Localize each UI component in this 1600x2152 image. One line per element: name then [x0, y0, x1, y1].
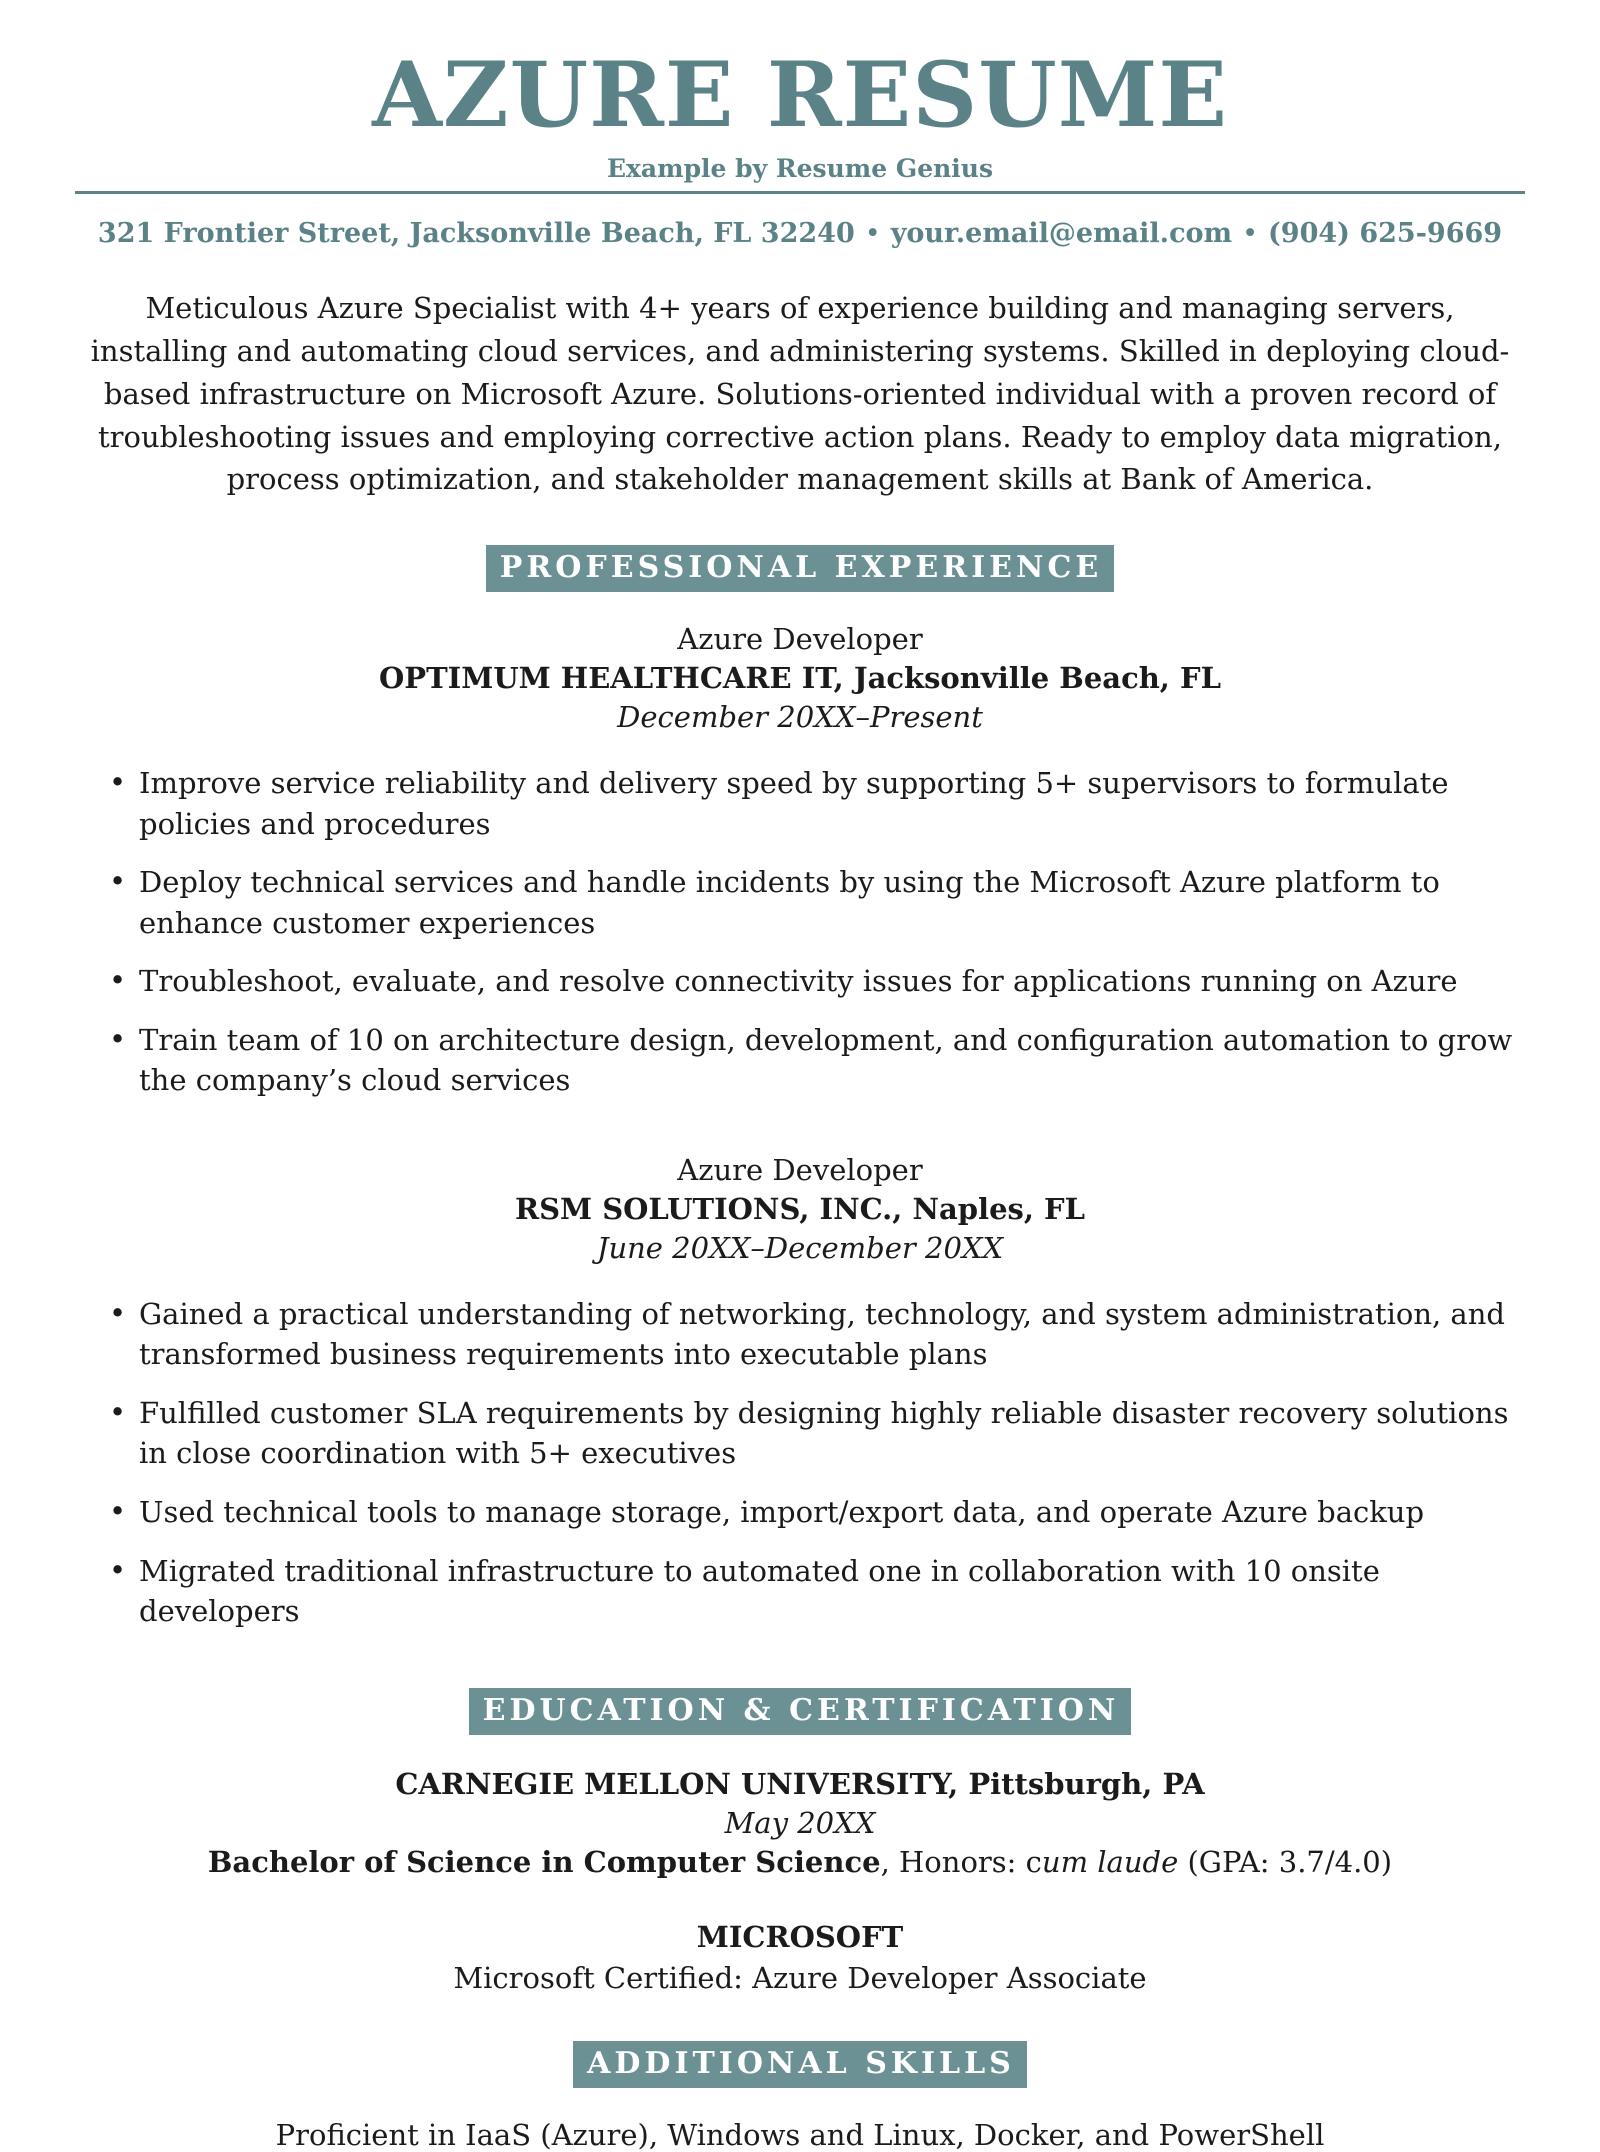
- job-header: [75, 1151, 1525, 1268]
- job-company: RSM SOLUTIONS, INC., Naples, FL: [514, 1191, 1086, 1226]
- job-dates: December 20XX–Present: [617, 700, 983, 735]
- section-heading-skills: ADDITIONAL SKILLS: [573, 2041, 1027, 2088]
- job-company: OPTIMUM HEALTHCARE IT, Jacksonville Beach, FL: [379, 661, 1221, 696]
- section-heading-experience: PROFESSIONAL EXPERIENCE: [486, 545, 1114, 592]
- bullet-item: • Used technical tools to manage storage, import/export data, and operate Azure backup: [139, 1492, 1525, 1533]
- graduation-date: May 20XX: [724, 1805, 876, 1840]
- degree-honors-latin: um laude: [1041, 1844, 1179, 1879]
- job-dates: June 20XX–December 20XX: [596, 1230, 1004, 1265]
- certification-org: MICROSOFT: [696, 1920, 904, 1955]
- job-bullet-list: [75, 763, 1525, 1101]
- certification-entry: [75, 1917, 1525, 1998]
- degree-line: [75, 1843, 1525, 1882]
- divider-rule: [75, 191, 1525, 194]
- degree-name: Bachelor of Science in Computer Science: [207, 1844, 881, 1879]
- contact-line: [75, 218, 1525, 249]
- certification-name: Microsoft Certified: Azure Developer Associate: [453, 1960, 1147, 1995]
- summary-paragraph: Meticulous Azure Specialist with 4+ years of experience building and managing servers, installing and automating cloud services, and administering systems. Skilled in deploying cloud-based infrastructure on Microsoft Azure. Solutions-oriented individual with a proven record of troubleshooting issues and employing corrective action plans. Ready to employ data migration, process optimization, and stakeholder management skills at Bank of America.: [90, 290, 1510, 497]
- bullet-item: • Troubleshoot, evaluate, and resolve connectivity issues for applications running on Azure: [139, 961, 1525, 1002]
- contact-separator: •: [864, 217, 881, 249]
- bullet-item: • Train team of 10 on architecture design, development, and configuration automation to grow the company’s cloud services: [139, 1020, 1525, 1101]
- resume-page: [0, 42, 1600, 2152]
- skills-line: Proficient in IaaS (Azure), Windows and Linux, Docker, and PowerShell: [275, 2117, 1325, 2152]
- bullet-item: • Migrated traditional infrastructure to automated one in collaboration with 10 onsite developers: [139, 1551, 1525, 1632]
- job-title: Azure Developer: [677, 1153, 923, 1188]
- page-subtitle: Example by Resume Genius: [606, 153, 994, 183]
- degree-gpa: (GPA: 3.7/4.0): [1178, 1844, 1393, 1879]
- job-title: Azure Developer: [677, 622, 923, 657]
- contact-address: 321 Frontier Street, Jacksonville Beach, FL 32240: [97, 217, 855, 249]
- bullet-item: • Gained a practical understanding of networking, technology, and system administration, and transformed business requirements into executable plans: [139, 1294, 1525, 1375]
- university-name: CARNEGIE MELLON UNIVERSITY, Pittsburgh, PA: [395, 1766, 1205, 1801]
- contact-email: your.email@email.com: [890, 217, 1233, 249]
- education-entry: [75, 1765, 1525, 1882]
- job-header: [75, 620, 1525, 737]
- job-bullet-list: [75, 1294, 1525, 1632]
- contact-phone: (904) 625-9669: [1268, 217, 1503, 249]
- bullet-item: • Improve service reliability and delivery speed by supporting 5+ supervisors to formulate policies and procedures: [139, 763, 1525, 844]
- degree-honors-prefix: , Honors: c: [880, 1844, 1042, 1879]
- bullet-item: • Deploy technical services and handle incidents by using the Microsoft Azure platform to enhance customer experiences: [139, 862, 1525, 943]
- section-heading-education: EDUCATION & CERTIFICATION: [469, 1688, 1132, 1735]
- contact-separator: •: [1242, 217, 1259, 249]
- page-title: AZURE RESUME: [372, 42, 1228, 148]
- bullet-item: • Fulfilled customer SLA requirements by designing highly reliable disaster recovery solutions in close coordination with 5+ executives: [139, 1393, 1525, 1474]
